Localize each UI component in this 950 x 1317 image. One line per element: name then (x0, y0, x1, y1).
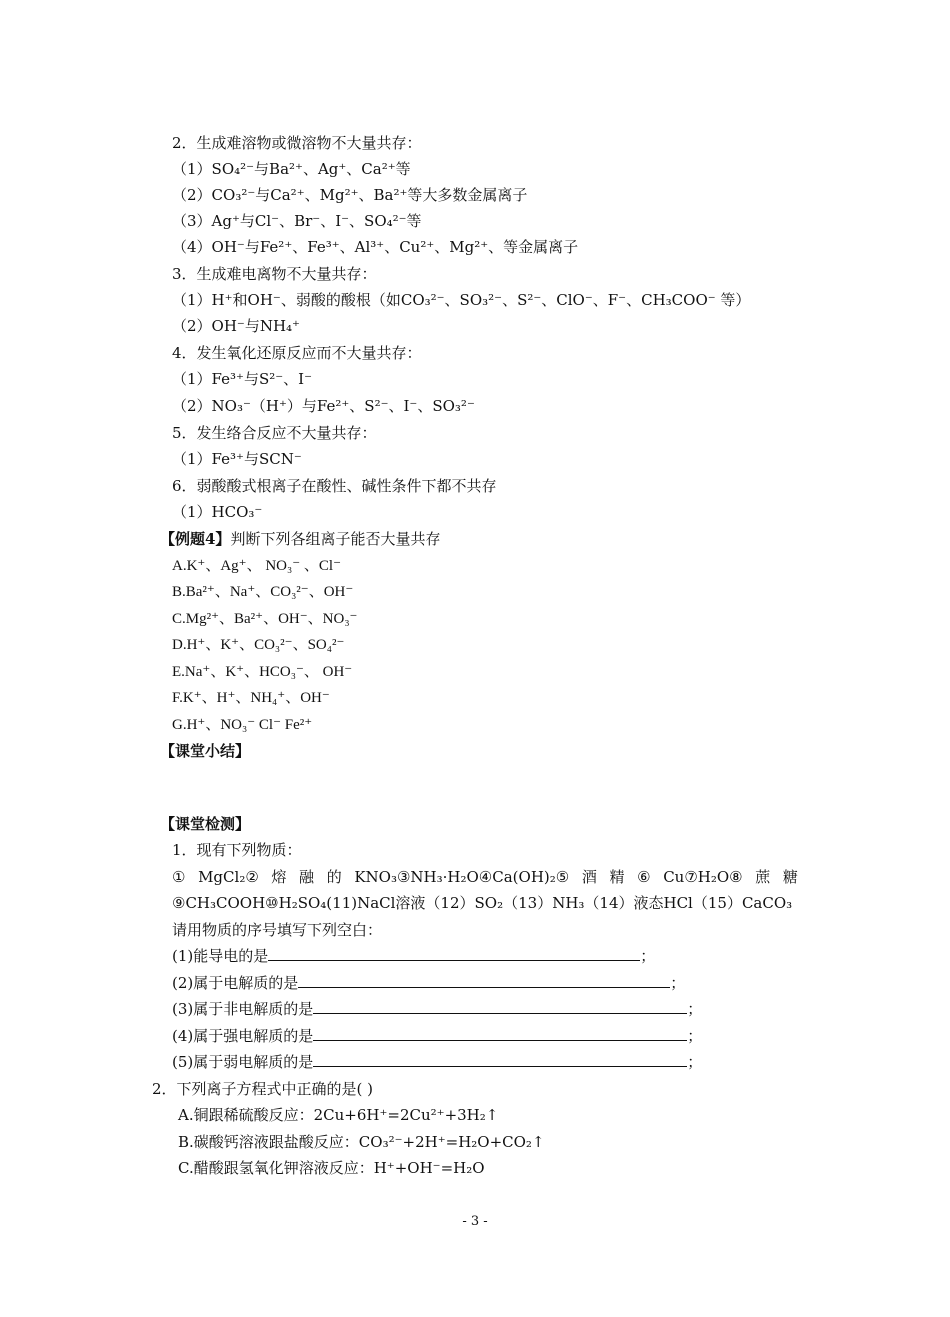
q1-blank-2 (172, 973, 685, 993)
blank-label: (1)能导电的是 (172, 947, 269, 965)
q1-materials-line-2: ⑨CH₃COOH⑩H₂SO₄(11)NaCl溶液（12）SO₂（13）NH₃（14）液态HCl（15）CaCO₃ (172, 894, 793, 912)
option-b: B.Ba²⁺、Na⁺、CO₃²⁻、OH⁻ (172, 584, 354, 600)
example-4-text: 判断下列各组离子能否大量共存 (230, 530, 441, 548)
blank-label: (5)属于弱电解质的是 (172, 1053, 314, 1071)
q1-stem: 1．现有下列物质： (172, 841, 302, 859)
blank-end: ； (687, 1053, 703, 1071)
section-5-title: 5．发生络合反应不大量共存： (172, 424, 377, 442)
test-heading: 【课堂检测】 (160, 815, 251, 833)
q2-option-c: C.醋酸跟氢氧化钾溶液反应：H⁺+OH⁻=H₂O (178, 1159, 485, 1177)
blank-label: (4)属于强电解质的是 (172, 1027, 314, 1045)
section-3-item-2: （2）OH⁻与NH₄⁺ (172, 317, 300, 335)
option-c: C.Mg²⁺、Ba²⁺、OH⁻、NO₃⁻ (172, 611, 358, 627)
option-a: A.K⁺、Ag⁺、 NO₃⁻ 、Cl⁻ (172, 558, 341, 574)
q2-stem: 2．下列离子方程式中正确的是( ) (152, 1080, 374, 1098)
section-2-item-2: （2）CO₃²⁻与Ca²⁺、Mg²⁺、Ba²⁺等大多数金属离子 (172, 186, 528, 204)
q1-part: KNO₃③NH₃·H₂O④Ca(OH)₂⑤ (354, 868, 570, 886)
q2-option-b: B.碳酸钙溶液跟盐酸反应：CO₃²⁻+2H⁺=H₂O+CO₂↑ (178, 1133, 545, 1151)
section-4-item-1: （1）Fe³⁺与S²⁻、I⁻ (172, 370, 312, 388)
blank-label: (3)属于非电解质的是 (172, 1000, 314, 1018)
blank-end: ； (687, 1000, 703, 1018)
q1-part: ① (172, 868, 186, 886)
section-3-title: 3．生成难电离物不大量共存： (172, 265, 377, 283)
q2-option-a: A.铜跟稀硫酸反应：2Cu+6H⁺=2Cu²⁺+3H₂↑ (178, 1106, 499, 1124)
q1-part: MgCl₂② (198, 868, 259, 886)
q1-instruction: 请用物质的序号填写下列空白： (172, 921, 383, 939)
answer-blank[interactable] (268, 946, 640, 961)
example-4-label: 【例题4】 (160, 530, 231, 548)
q1-materials-line-1 (172, 867, 798, 887)
section-6-title: 6．弱酸酸式根离子在酸性、碱性条件下都不共存 (172, 477, 497, 495)
option-d: D.H⁺、K⁺、CO₃²⁻、SO₄²⁻ (172, 637, 345, 653)
section-2-item-4: （4）OH⁻与Fe²⁺、Fe³⁺、Al³⁺、Cu²⁺、Mg²⁺、等金属离子 (172, 238, 579, 256)
q1-part: 精 (609, 868, 625, 886)
q1-part: 酒 (581, 868, 597, 886)
option-g: G.H⁺、NO₃⁻ Cl⁻ Fe²⁺ (172, 717, 313, 733)
q1-part: 糖 (782, 868, 798, 886)
section-5-item-1: （1）Fe³⁺与SCN⁻ (172, 450, 302, 468)
answer-blank[interactable] (313, 1026, 687, 1041)
q1-part: ⑥ (637, 868, 651, 886)
option-f: F.K⁺、H⁺、NH₄⁺、OH⁻ (172, 690, 330, 706)
example-4-heading (160, 529, 440, 549)
q1-part: 蔗 (755, 868, 771, 886)
q1-blank-1 (172, 946, 655, 966)
section-3-item-1: （1）H⁺和OH⁻、弱酸的酸根（如CO₃²⁻、SO₃²⁻、S²⁻、ClO⁻、F⁻、CH₃COO⁻ 等） (172, 291, 751, 309)
q1-part: 熔 (271, 868, 287, 886)
blank-end: ； (670, 974, 686, 992)
page-number: - 3 - (462, 1214, 488, 1229)
q1-part: Cu⑦H₂O⑧ (663, 868, 743, 886)
q1-part: 的 (326, 868, 342, 886)
blank-end: ； (687, 1027, 703, 1045)
section-2-item-3: （3）Ag⁺与Cl⁻、Br⁻、I⁻、SO₄²⁻等 (172, 212, 422, 230)
answer-blank[interactable] (313, 1052, 687, 1067)
section-6-item-1: （1）HCO₃⁻ (172, 503, 263, 521)
q1-part: 融 (299, 868, 315, 886)
q1-blank-4 (172, 1026, 702, 1046)
q1-blank-5 (172, 1052, 702, 1072)
answer-blank[interactable] (298, 973, 670, 988)
section-2-title: 2．生成难溶物或微溶物不大量共存： (172, 134, 422, 152)
section-4-item-2: （2）NO₃⁻（H⁺）与Fe²⁺、S²⁻、I⁻、SO₃²⁻ (172, 397, 475, 415)
q1-blank-3 (172, 999, 702, 1019)
summary-heading: 【课堂小结】 (160, 742, 251, 760)
option-e: E.Na⁺、K⁺、HCO₃⁻、 OH⁻ (172, 664, 353, 680)
section-4-title: 4．发生氧化还原反应而不大量共存： (172, 344, 422, 362)
section-2-item-1: （1）SO₄²⁻与Ba²⁺、Ag⁺、Ca²⁺等 (172, 160, 411, 178)
answer-blank[interactable] (313, 999, 687, 1014)
blank-end: ； (640, 947, 656, 965)
blank-label: (2)属于电解质的是 (172, 974, 299, 992)
